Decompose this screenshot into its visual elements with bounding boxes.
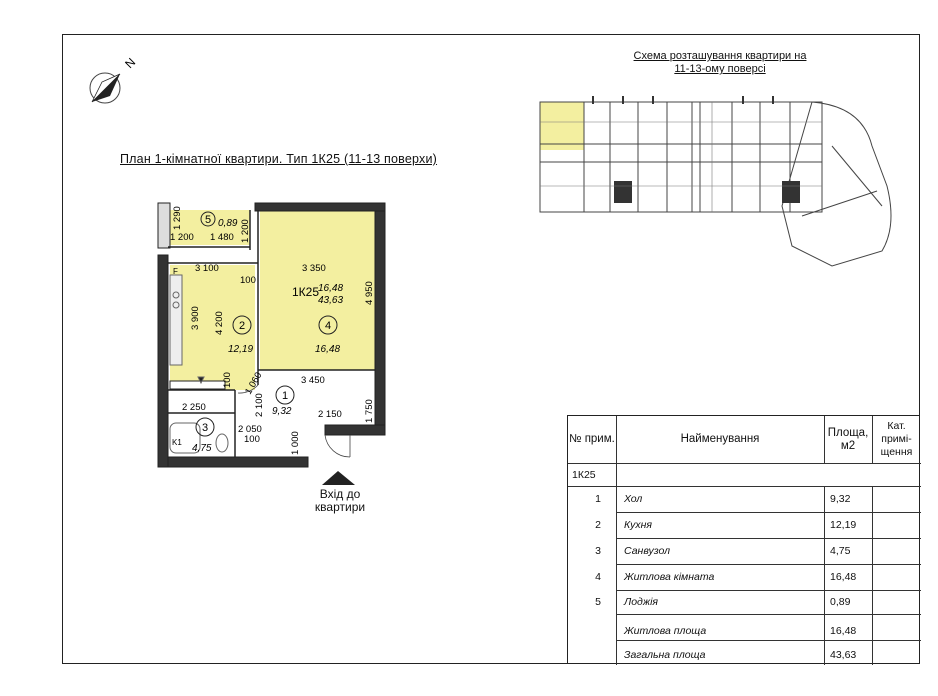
dim-hall-h: 1 750	[364, 399, 375, 423]
header-num: № прим.	[569, 433, 615, 445]
dim-2100: 2 100	[254, 393, 265, 417]
room-1-number: 1	[282, 390, 289, 402]
total-name: Загальна площа	[624, 649, 706, 661]
table-row	[568, 538, 921, 564]
apartment-highlight	[540, 102, 584, 150]
header-name: Найменування	[680, 433, 760, 445]
row-num: 5	[595, 596, 601, 608]
floor-scheme	[532, 86, 912, 276]
table-total-row	[568, 619, 921, 643]
row-area: 4,75	[830, 545, 851, 557]
row-name: Санвузол	[624, 545, 670, 557]
total-area: 43,63	[830, 649, 857, 661]
dim-hall-w3: 2 050	[238, 424, 262, 435]
dim-loggia-h2: 1 200	[240, 219, 251, 243]
entrance-label	[300, 488, 380, 514]
dim-hall-w: 3 450	[301, 375, 325, 386]
north-compass	[88, 52, 152, 112]
room-2-area: 12,19	[228, 344, 254, 355]
dim-loggia-w2: 1 480	[210, 232, 234, 243]
room-2-number: 2	[239, 320, 246, 332]
total-area: 43,63	[318, 295, 344, 306]
dim-kitchen-h2: 4 200	[214, 311, 225, 335]
header-area: Площа, м2	[827, 426, 869, 452]
dim-wall-100: 100	[240, 275, 256, 286]
entrance-arrow-icon	[322, 471, 355, 485]
section-label: 1К25	[572, 468, 596, 481]
south-wall-east	[325, 425, 385, 435]
dim-room-w: 3 350	[302, 263, 326, 274]
table-row	[568, 486, 921, 512]
row-area: 12,19	[830, 519, 857, 531]
row-area: 0,89	[830, 596, 851, 608]
row-area: 16,48	[830, 571, 857, 583]
room-4-area: 16,48	[315, 344, 341, 355]
row-name: Лоджія	[624, 596, 659, 608]
row-name: Кухня	[624, 519, 652, 531]
room-3-number: 3	[202, 422, 209, 434]
row-num: 4	[595, 571, 601, 583]
west-wall	[158, 255, 168, 467]
row-name: Житлова кімната	[624, 571, 715, 583]
table-total-row	[568, 644, 921, 666]
row-num: 1	[595, 493, 601, 505]
table-row	[568, 590, 921, 614]
table-row	[568, 512, 921, 538]
k1-label: K1	[172, 438, 182, 447]
entrance-label-line1: Вхід до	[319, 487, 361, 501]
row-area: 9,32	[830, 493, 851, 505]
living-area: 16,48	[318, 283, 344, 294]
south-wall	[168, 457, 308, 467]
east-wall	[375, 205, 385, 435]
scheme-title	[600, 50, 840, 76]
dim-kitchen-h1: 3 900	[190, 306, 201, 330]
f-label: F	[173, 267, 178, 276]
apartment-plan	[150, 195, 390, 525]
north-wall	[255, 203, 385, 211]
room-5-number: 5	[205, 214, 212, 226]
total-name: Житлова площа	[624, 625, 707, 637]
dim-wall-100-b: 100	[222, 372, 233, 388]
dim-1000: 1 000	[290, 431, 301, 455]
dim-room-h: 4 950	[364, 281, 375, 305]
apartment-code: 1К25	[292, 285, 320, 299]
scheme-title-line1: Схема розташування квартири на	[633, 50, 807, 62]
dim-kitchen-w: 3 100	[195, 263, 219, 274]
loggia-wall	[158, 203, 170, 248]
room-5-area: 0,89	[218, 218, 238, 229]
row-name: Хол	[624, 493, 643, 505]
dim-1060: 1 060	[243, 370, 265, 397]
room-4-number: 4	[325, 320, 332, 332]
table-section	[568, 463, 921, 486]
dim-hall-w2: 2 150	[318, 409, 342, 420]
area-table	[567, 415, 920, 664]
room-3-area: 4,75	[192, 443, 212, 454]
dim-loggia-w1: 1 200	[170, 232, 194, 243]
north-label: N	[122, 55, 139, 72]
table-header	[568, 416, 921, 463]
row-num: 3	[595, 545, 601, 557]
room-1-area: 9,32	[272, 406, 292, 417]
scheme-title-line2: 11-13-ому поверсі	[674, 63, 766, 75]
dim-wall-100-c: 100	[244, 434, 260, 445]
dim-bath-w: 2 250	[182, 402, 206, 413]
table-row	[568, 564, 921, 590]
plan-title: План 1-кімнатної квартири. Тип 1К25 (11-13 поверхи)	[120, 152, 438, 166]
header-category: Кат. примі- щення	[880, 420, 913, 458]
total-area: 16,48	[830, 625, 857, 637]
row-num: 2	[595, 519, 601, 531]
entrance-label-line2: квартири	[314, 500, 366, 514]
dim-loggia-h1: 1 290	[172, 206, 183, 230]
